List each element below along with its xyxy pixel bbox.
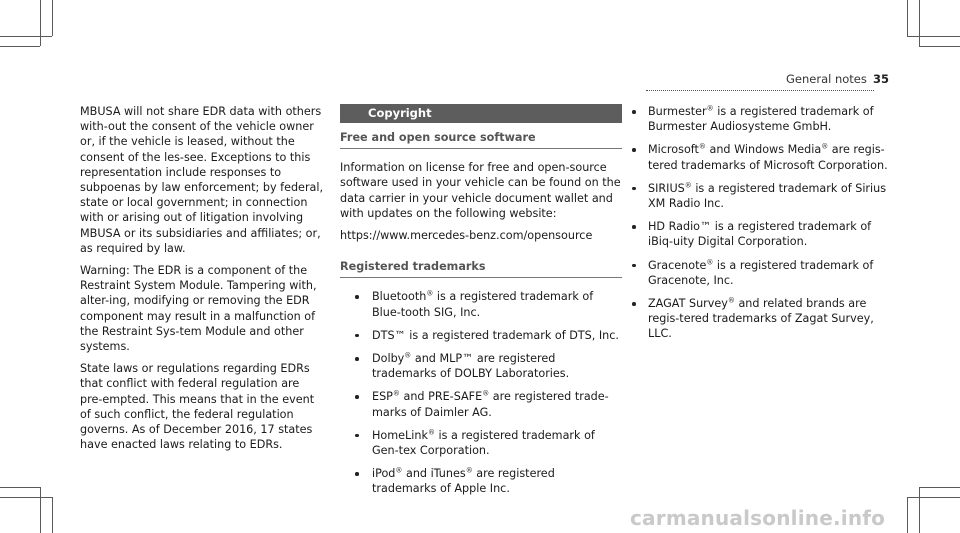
list-item: Gracenote® is a registered trademark of Gracenote, Inc. xyxy=(628,258,888,288)
watermark: carmanualsonline.info xyxy=(630,506,886,530)
crop-mark xyxy=(907,497,960,498)
list-item: Burmester® is a registered trademark of Burmester Audiosysteme GmbH. xyxy=(628,104,888,134)
list-item: SIRIUS® is a registered trademark of Sirius XM Radio Inc. xyxy=(628,181,888,211)
list-item: Bluetooth® is a registered trademark of Blue-tooth SIG, Inc. xyxy=(340,289,622,319)
edr-paragraph: MBUSA will not share EDR data with others with-out the consent of the vehicle owner or, if the vehicle is leased, without the consent of the les-see. Exceptions to this representation include responses to subpoenas by law enforcement; by federal, state or local government; in connection with or arising out of litigation involving MBUSA or its subsidiaries and affiliates; or, as required by law. xyxy=(80,105,324,255)
list-item: ESP® and PRE-SAFE® are registered trade-marks of Daimler AG. xyxy=(340,389,622,419)
header-rule xyxy=(646,90,874,91)
open-source-paragraph: Information on license for free and open-source software used in your vehicle can be found on the data carrier in your vehicle document wallet and with updates on the following website: xyxy=(340,161,621,220)
crop-mark xyxy=(40,0,41,46)
crop-mark xyxy=(0,497,52,498)
crop-mark xyxy=(907,0,908,36)
section-title-copyright: Copyright xyxy=(340,104,622,123)
crop-mark xyxy=(52,0,53,36)
crop-mark xyxy=(919,487,920,533)
crop-mark xyxy=(40,487,41,533)
crop-mark xyxy=(907,36,960,37)
list-item: HomeLink® is a registered trademark of Gen-tex Corporation. xyxy=(340,428,622,458)
list-item: Microsoft® and Windows Media® are regis-tered trademarks of Microsoft Corporation. xyxy=(628,142,888,172)
edr-state-law-paragraph: State laws or regulations regarding EDRs that conflict with federal regulation are pre-empted. This means that in the event of such conflict, the federal regulation governs. As of December 2016, 17 states have enacted laws relating to EDRs. xyxy=(80,362,315,452)
list-item: Dolby® and MLP™ are registered trademarks of DOLBY Laboratories. xyxy=(340,351,622,381)
page-number: 35 xyxy=(873,72,890,86)
trademark-list xyxy=(628,104,888,342)
subhead-trademarks: Registered trademarks xyxy=(340,259,622,278)
crop-mark xyxy=(919,0,920,46)
crop-mark xyxy=(919,487,960,488)
list-item: DTS™ is a registered trademark of DTS, Inc. xyxy=(340,328,622,343)
subhead-open-source: Free and open source software xyxy=(340,130,622,149)
crop-mark xyxy=(919,46,960,47)
crop-mark xyxy=(0,36,52,37)
running-header: General notes xyxy=(786,72,867,86)
crop-mark xyxy=(52,497,53,533)
list-item: HD Radio™ is a registered trademark of iBiq-uity Digital Corporation. xyxy=(628,219,888,249)
crop-mark xyxy=(0,46,40,47)
crop-mark xyxy=(0,487,40,488)
crop-mark xyxy=(907,497,908,533)
list-item: ZAGAT Survey® and related brands are regis-tered trademarks of Zagat Survey, LLC. xyxy=(628,296,888,342)
list-item: iPod® and iTunes® are registered trademarks of Apple Inc. xyxy=(340,466,622,496)
column-edr xyxy=(80,104,324,459)
open-source-url: https://www.mercedes-benz.com/opensource xyxy=(340,229,593,243)
trademark-list xyxy=(340,289,622,496)
edr-warning-paragraph: Warning: The EDR is a component of the Restraint System Module. Tampering with, alter-ing, modifying or removing the EDR component may result in a malfunction of the Restraint Sys-tem Module and other systems. xyxy=(80,264,317,354)
column-copyright xyxy=(340,104,622,505)
column-trademarks-continued xyxy=(628,104,888,350)
